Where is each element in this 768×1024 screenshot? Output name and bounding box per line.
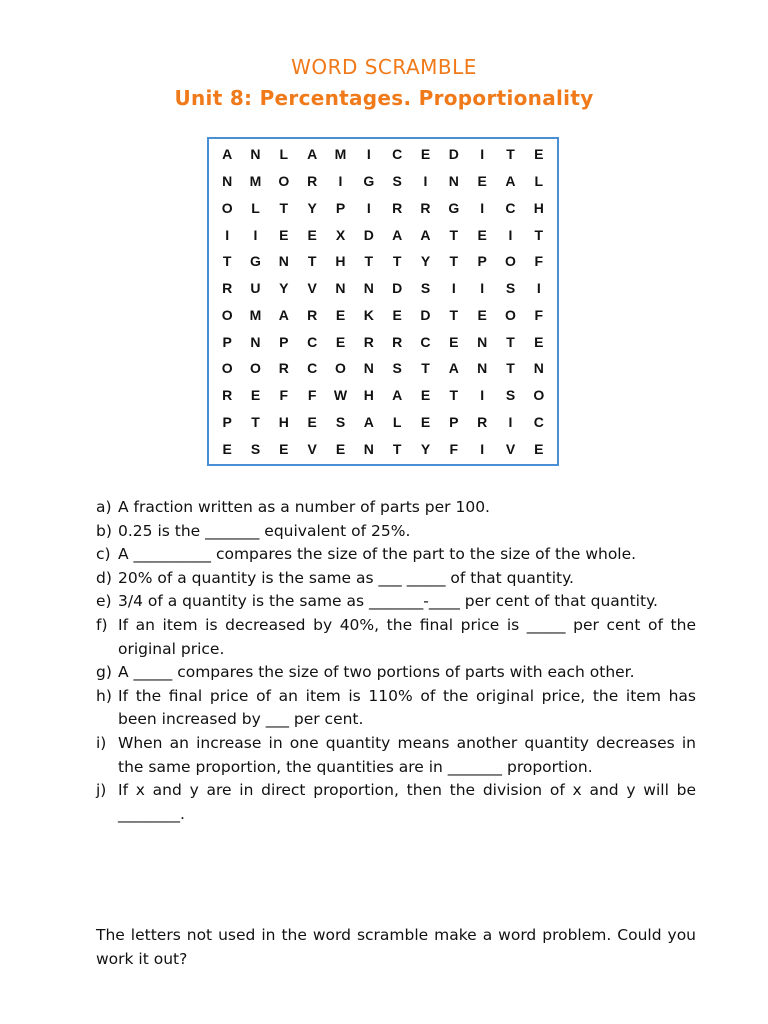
grid-letter: D (420, 306, 431, 323)
question-item (96, 520, 696, 544)
grid-letter: M (249, 306, 262, 323)
grid-letter: I (423, 173, 428, 190)
grid-letter: I (451, 280, 456, 297)
grid-letter: A (278, 306, 289, 323)
grid-letter: R (392, 199, 403, 216)
grid-letter: F (279, 387, 289, 404)
grid-letter: O (250, 360, 261, 377)
grid-letter: U (250, 280, 261, 297)
question-item (96, 685, 696, 732)
grid-letter: N (477, 360, 488, 377)
grid-letter: A (363, 413, 374, 430)
grid-letter: I (508, 226, 513, 243)
grid-letter: I (225, 226, 230, 243)
grid-letter: N (533, 360, 544, 377)
question-text: A _____ compares the size of two portions of parts with each other. (118, 663, 635, 682)
grid-letter: V (307, 440, 317, 457)
grid-letter: R (307, 173, 318, 190)
grid-letter: S (335, 413, 346, 430)
grid-letter: I (338, 173, 343, 190)
grid-letter: T (534, 226, 544, 243)
grid-letter: S (392, 173, 402, 190)
grid-letter: A (448, 360, 459, 377)
grid-letter: H (533, 199, 544, 216)
grid-letter: O (221, 199, 233, 216)
grid-letter: E (222, 440, 232, 457)
grid-letter: N (363, 280, 374, 297)
grid-letter: C (307, 333, 318, 350)
grid-letter: E (534, 440, 544, 457)
grid-letter: E (392, 306, 402, 323)
grid-letter: T (392, 440, 402, 457)
grid-letter: O (533, 387, 545, 404)
grid-letter: E (477, 226, 487, 243)
grid-letter: T (421, 360, 430, 377)
grid-letter: E (420, 387, 431, 404)
footer-instruction: The letters not used in the word scramble make a word problem. Could you work it out? (96, 926, 696, 968)
question-label: e) (96, 592, 112, 611)
grid-letter: W (333, 387, 348, 404)
grid-letter: N (335, 280, 346, 297)
grid-letter: N (363, 440, 374, 457)
unit-subtitle: Unit 8: Percentages. Proportionality (174, 86, 594, 110)
grid-letter: T (506, 333, 515, 350)
grid-letter: E (449, 333, 459, 350)
question-text: If an item is decreased by 40%, the final price is _____ per cent of the original price. (118, 615, 696, 658)
grid-letter: E (477, 306, 487, 323)
grid-letter: O (505, 253, 516, 270)
grid-letter: E (477, 173, 487, 190)
grid-letter: I (480, 280, 485, 297)
question-label: a) (96, 498, 112, 516)
grid-letter: N (250, 146, 261, 163)
grid-letter: N (477, 333, 488, 350)
grid-letter: C (533, 413, 544, 430)
grid-letter: Y (420, 253, 431, 270)
grid-letter: F (449, 440, 459, 457)
grid-letter: E (250, 387, 261, 404)
grid-letter: A (420, 226, 431, 243)
grid-letter: E (279, 440, 289, 457)
grid-letter: P (222, 333, 232, 350)
grid-letter: T (392, 253, 402, 270)
grid-letter: N (278, 253, 289, 270)
question-label: g) (96, 663, 112, 682)
grid-letter: P (449, 413, 459, 430)
grid-letter: L (279, 146, 289, 163)
question-label: i) (96, 733, 107, 752)
grid-letter: E (335, 440, 346, 457)
grid-letter: O (221, 306, 233, 323)
grid-letter: O (221, 360, 233, 377)
grid-letter: T (449, 253, 459, 270)
grid-letter: O (278, 173, 290, 190)
grid-letter: E (335, 333, 346, 350)
grid-letter: C (420, 333, 431, 350)
page-title: WORD SCRAMBLE (291, 55, 477, 79)
grid-letter: E (279, 226, 289, 243)
grid-letter: X (335, 226, 346, 243)
grid-letter: T (307, 253, 317, 270)
grid-letter: A (505, 173, 516, 190)
grid-letter: L (392, 413, 402, 430)
question-text: If x and y are in direct proportion, then the division of x and y will be ________. (118, 781, 696, 823)
grid-letter: H (278, 413, 289, 430)
grid-letter: E (307, 413, 317, 430)
grid-letter: E (307, 226, 317, 243)
grid-letter: P (477, 253, 487, 270)
question-item (96, 543, 696, 567)
grid-letter: R (363, 333, 374, 350)
grid-letter: C (505, 199, 516, 216)
grid-letter: A (392, 387, 403, 404)
grid-letter: I (253, 226, 258, 243)
grid-letter: E (534, 146, 544, 163)
grid-letter: R (420, 199, 431, 216)
grid-letter: T (506, 360, 515, 377)
grid-letter: L (534, 173, 544, 190)
grid-letter: C (392, 146, 403, 163)
grid-letter: A (392, 226, 403, 243)
grid-letter: C (307, 360, 318, 377)
question-list (96, 496, 696, 826)
grid-letter: I (480, 146, 485, 163)
grid-letter: R (278, 360, 289, 377)
grid-letter: F (307, 387, 317, 404)
grid-letter: N (448, 173, 459, 190)
grid-letter: I (480, 387, 485, 404)
grid-letter: H (335, 253, 346, 270)
question-label: b) (96, 521, 112, 540)
grid-letter: R (307, 306, 318, 323)
grid-letter: N (250, 333, 261, 350)
grid-letter: E (335, 306, 346, 323)
grid-letter: T (449, 387, 459, 404)
question-item (96, 614, 696, 661)
grid-letter: T (222, 253, 232, 270)
letter-grid (209, 139, 557, 464)
question-item (96, 567, 696, 591)
grid-letter: R (222, 280, 233, 297)
grid-letter: G (250, 253, 261, 270)
grid-letter: S (505, 280, 516, 297)
question-label: c) (96, 545, 111, 564)
grid-letter: R (477, 413, 488, 430)
grid-letter: I (480, 199, 485, 216)
question-label: h) (96, 686, 112, 705)
grid-letter: P (279, 333, 289, 350)
question-item (96, 661, 696, 685)
grid-letter: T (279, 199, 289, 216)
grid-letter: Y (279, 280, 289, 297)
question-text: A __________ compares the size of the part to the size of the whole. (118, 545, 637, 564)
grid-letter: S (420, 280, 431, 297)
grid-letter: T (506, 146, 515, 163)
grid-letter: G (363, 173, 375, 190)
question-item (96, 779, 696, 826)
question-label: d) (96, 568, 112, 587)
grid-letter: R (222, 387, 233, 404)
grid-letter: S (392, 360, 402, 377)
grid-letter: D (448, 146, 459, 163)
question-item (96, 732, 696, 779)
grid-letter: O (335, 360, 346, 377)
grid-letter: P (222, 413, 232, 430)
grid-letter: V (505, 440, 516, 457)
grid-letter: G (448, 199, 460, 216)
question-item (96, 496, 696, 520)
grid-letter: E (534, 333, 544, 350)
grid-letter: F (534, 306, 544, 323)
word-search-grid (207, 137, 559, 466)
grid-letter: O (505, 306, 516, 323)
question-text: 3/4 of a quantity is the same as _______-____ per cent of that quantity. (118, 592, 658, 611)
grid-letter: T (251, 413, 260, 430)
grid-letter: A (222, 146, 233, 163)
grid-letter: I (366, 199, 371, 216)
grid-letter: K (363, 306, 374, 323)
grid-letter: M (249, 173, 262, 190)
grid-letter: I (536, 280, 541, 297)
grid-letter: F (534, 253, 544, 270)
grid-letter: D (363, 226, 374, 243)
grid-letter: T (364, 253, 374, 270)
grid-letter: S (505, 387, 516, 404)
question-text: If the final price of an item is 110% of the original price, the item has been increased by ___ per cent. (118, 686, 696, 729)
question-text: When an increase in one quantity means another quantity decreases in the same proportion, the quantities are in _______ proportion. (118, 733, 696, 776)
grid-letter: N (363, 360, 374, 377)
grid-letter: M (334, 146, 347, 163)
question-text: A fraction written as a number of parts per 100. (118, 498, 490, 516)
question-item (96, 590, 696, 614)
grid-letter: V (307, 280, 317, 297)
grid-letter: E (420, 413, 431, 430)
grid-letter: T (449, 226, 459, 243)
grid-letter: D (392, 280, 403, 297)
grid-letter: A (307, 146, 318, 163)
question-text: 20% of a quantity is the same as ___ _____ of that quantity. (118, 568, 574, 587)
question-text: 0.25 is the _______ equivalent of 25%. (118, 521, 411, 540)
grid-letter: N (222, 173, 233, 190)
grid-letter: Y (307, 199, 317, 216)
grid-letter: S (250, 440, 261, 457)
question-label: j) (96, 781, 107, 800)
grid-letter: T (449, 306, 459, 323)
grid-letter: I (508, 413, 513, 430)
grid-letter: I (480, 440, 485, 457)
grid-letter: I (366, 146, 371, 163)
grid-letter: H (363, 387, 374, 404)
grid-letter: L (251, 199, 260, 216)
grid-letter: R (392, 333, 403, 350)
grid-letter: E (420, 146, 431, 163)
grid-letter: Y (420, 440, 431, 457)
grid-letter: P (335, 199, 346, 216)
question-label: f) (96, 615, 108, 634)
